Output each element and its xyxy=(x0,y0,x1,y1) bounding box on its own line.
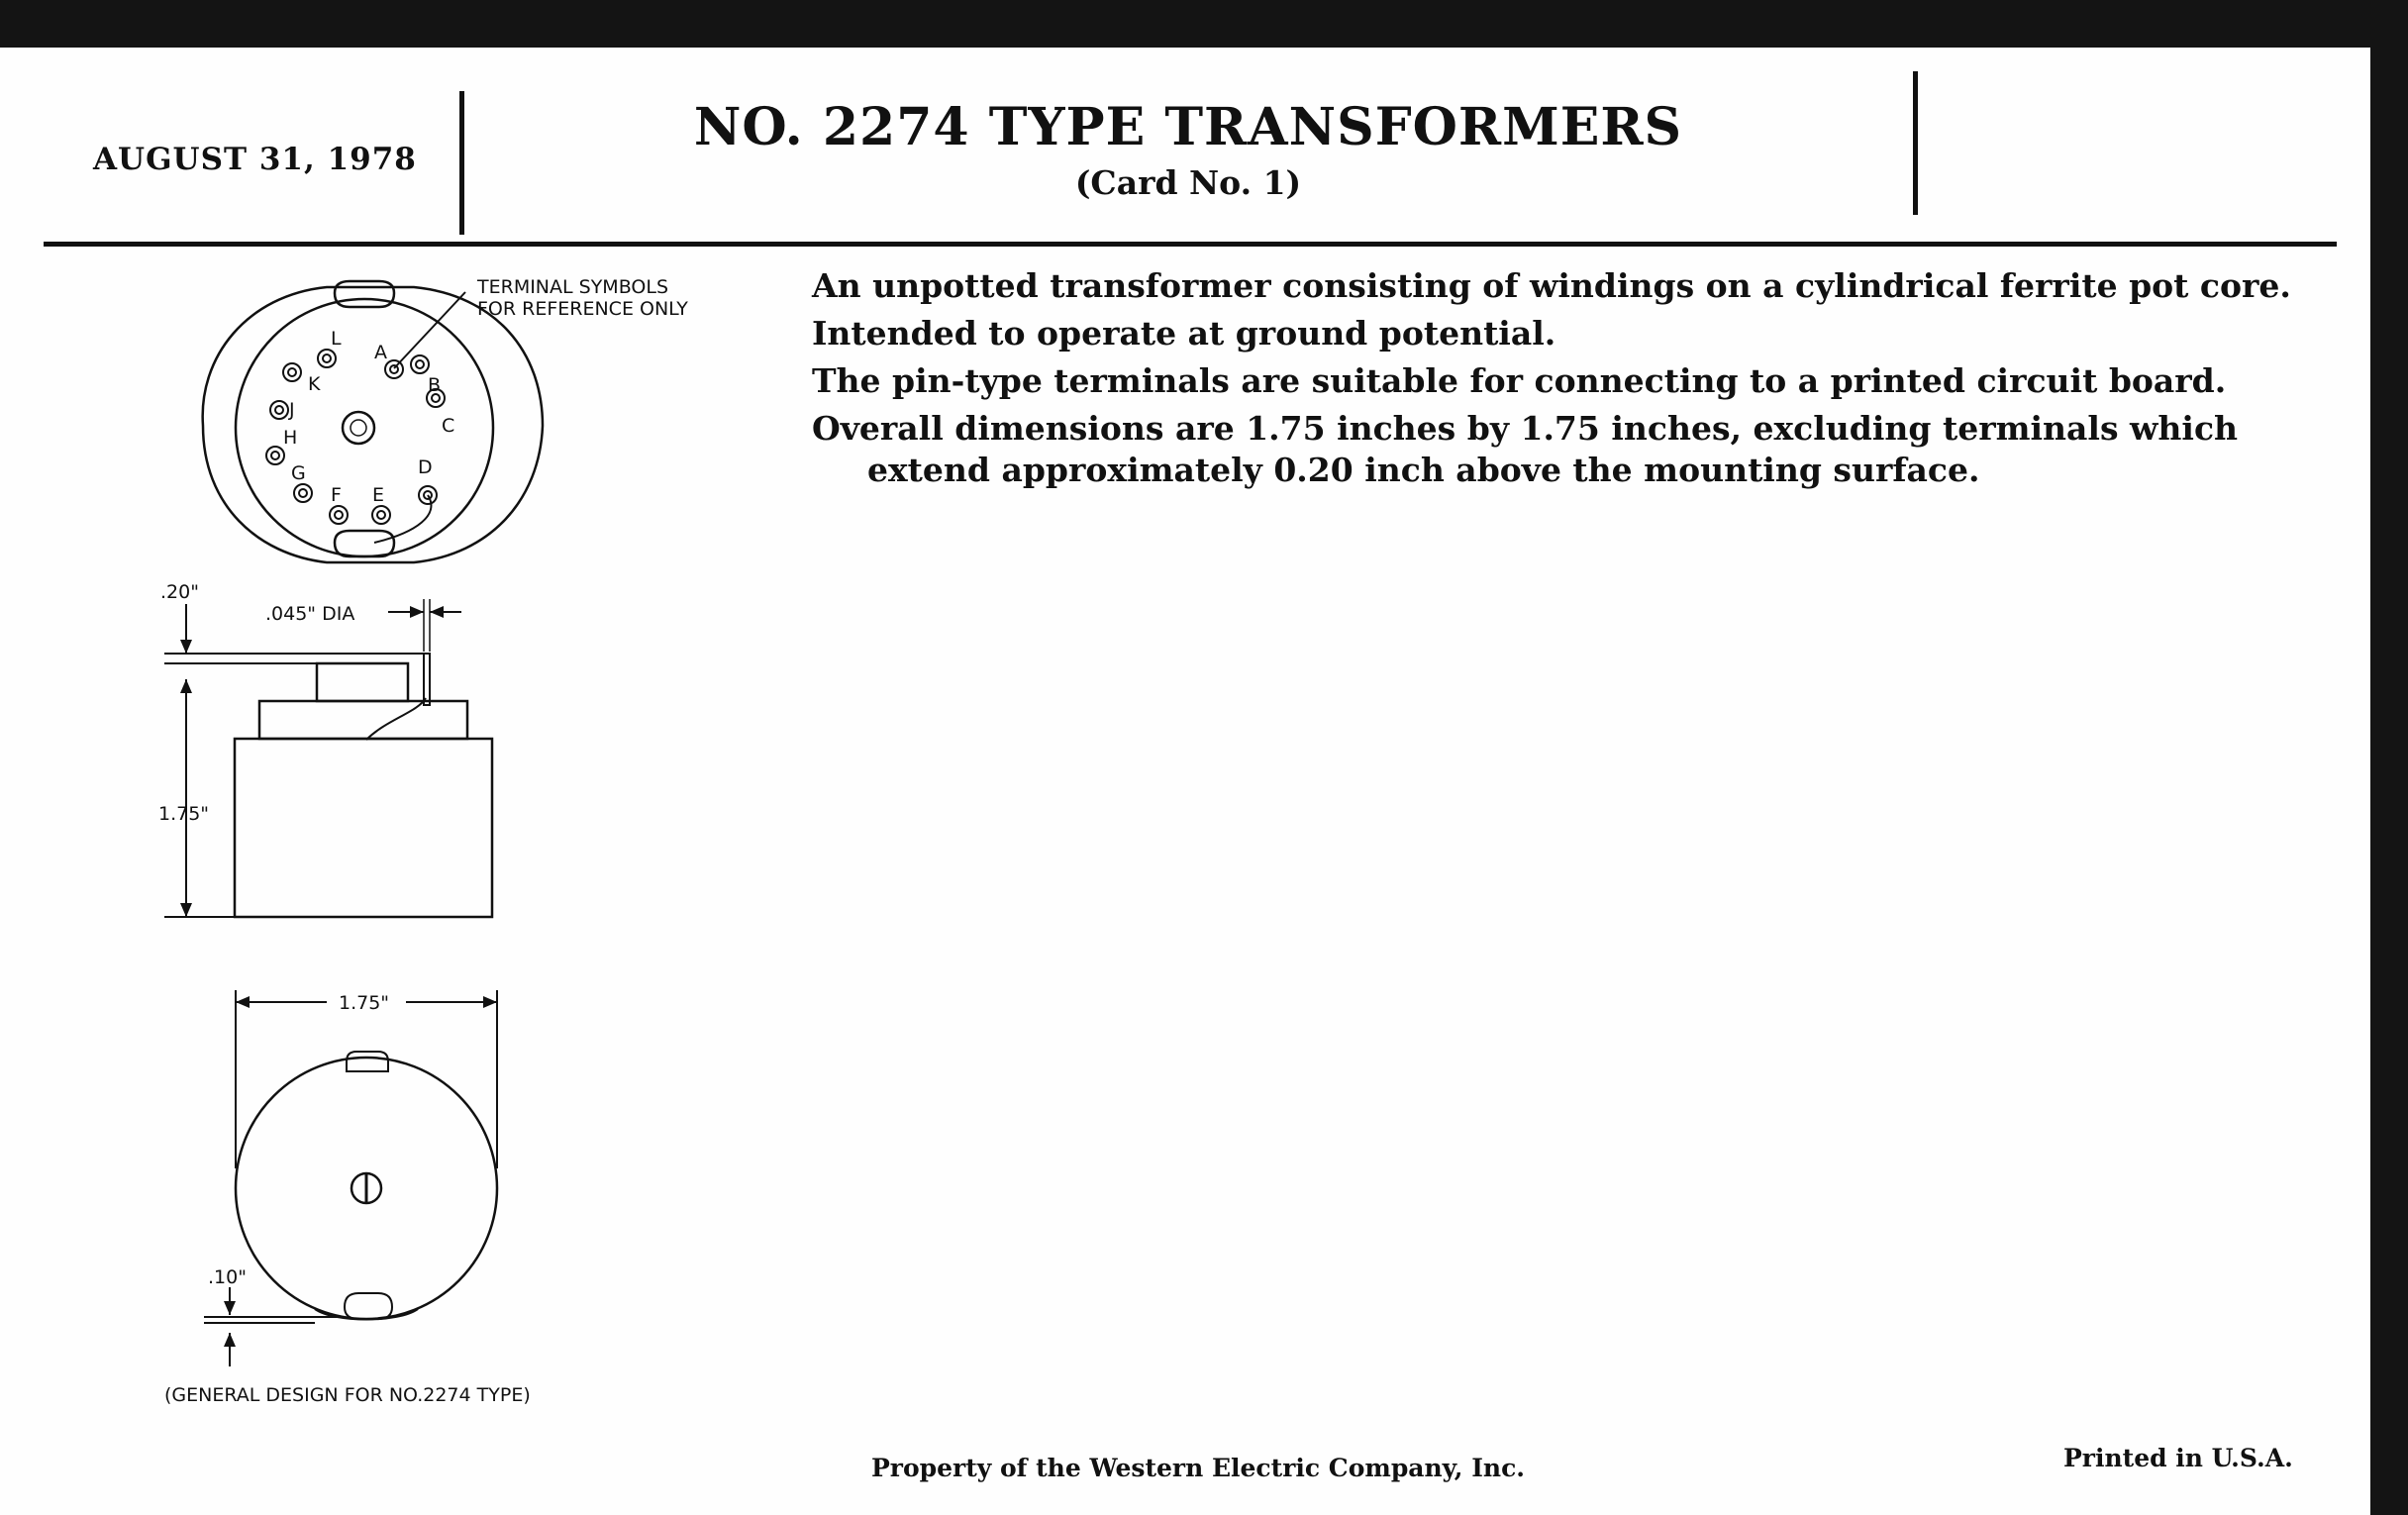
dim-overall-height: 1.75" xyxy=(158,803,210,825)
side-view xyxy=(164,599,492,917)
drawing-caption: (GENERAL DESIGN FOR NO.2274 TYPE) xyxy=(164,1384,531,1406)
bottom-view xyxy=(204,990,497,1366)
terminal-D-label: D xyxy=(418,456,433,478)
terminal-B-label: B xyxy=(428,374,442,396)
dim-pin-height: .20" xyxy=(160,581,199,603)
header-divider-right xyxy=(1913,71,1918,215)
terminal-K-label: K xyxy=(308,373,321,395)
terminal-top-view xyxy=(203,281,543,562)
card-number: (Card No. 1) xyxy=(1074,163,1302,202)
dim-pin-diameter: .045" DIA xyxy=(265,603,355,625)
description-line-3: The pin-type terminals are suitable for connecting to a printed circuit board. xyxy=(812,361,2227,400)
drawing-canvas xyxy=(0,0,752,1515)
terminal-E-label: E xyxy=(372,484,385,506)
footer-printed: Printed in U.S.A. xyxy=(2063,1444,2293,1472)
description-line-4: Overall dimensions are 1.75 inches by 1.75 inches, excluding terminals which extend approximately 0.20 inch above the mounting surface. xyxy=(812,409,2239,489)
terminal-L-label: L xyxy=(331,328,342,350)
dim-overall-width: 1.75" xyxy=(339,992,390,1014)
terminal-note-line-1: TERMINAL SYMBOLS xyxy=(477,276,669,298)
dim-notch-depth: .10" xyxy=(208,1266,247,1288)
description-line-1: An unpotted transformer consisting of windings on a cylindrical ferrite pot core. xyxy=(812,266,2291,305)
footer-property: Property of the Western Electric Company, Inc. xyxy=(871,1454,1526,1482)
terminal-G-label: G xyxy=(291,462,306,484)
description-line-2: Intended to operate at ground potential. xyxy=(812,314,1556,353)
page-title: NO. 2274 TYPE TRANSFORMERS xyxy=(693,97,1683,157)
scan-edge-right xyxy=(2370,0,2408,1515)
terminal-C-label: C xyxy=(442,415,455,437)
terminal-F-label: F xyxy=(331,484,342,506)
technical-drawings xyxy=(0,0,752,1515)
card-date: AUGUST 31, 1978 xyxy=(93,142,417,177)
description xyxy=(812,265,2297,497)
terminal-H-label: H xyxy=(283,427,298,449)
terminal-J-label: J xyxy=(289,399,295,421)
terminal-A-label: A xyxy=(374,342,387,363)
terminal-note-line-2: FOR REFERENCE ONLY xyxy=(477,298,688,320)
